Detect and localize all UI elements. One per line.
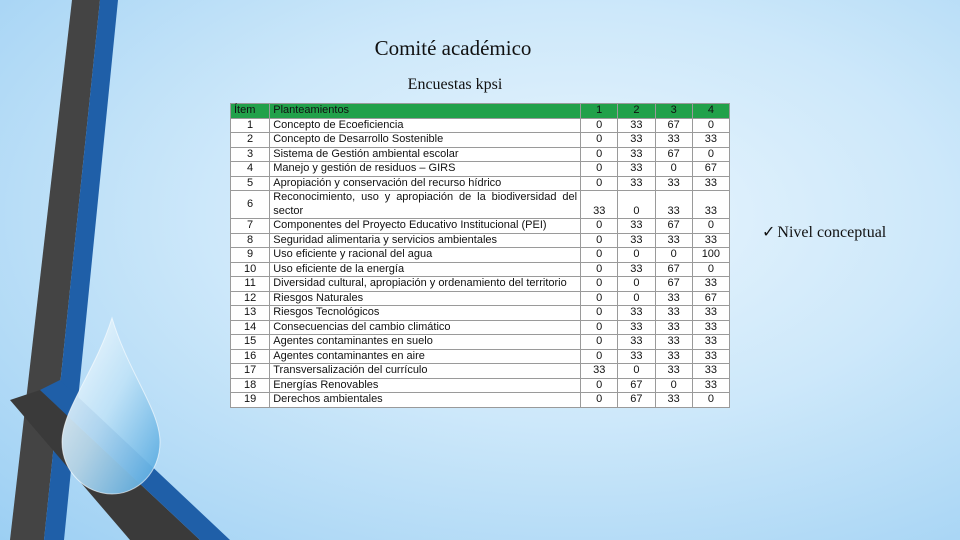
planteamiento-cell: Uso eficiente de la energía bbox=[270, 262, 581, 277]
planteamiento-cell: Componentes del Proyecto Educativo Institucional (PEI) bbox=[270, 219, 581, 234]
value-1-cell: 33 bbox=[581, 191, 618, 219]
value-4-cell: 33 bbox=[692, 176, 729, 191]
value-1-cell: 0 bbox=[581, 306, 618, 321]
value-3-cell: 33 bbox=[655, 191, 692, 219]
table-row bbox=[231, 147, 730, 162]
planteamiento-cell: Agentes contaminantes en suelo bbox=[270, 335, 581, 350]
table-row bbox=[231, 262, 730, 277]
value-2-cell: 67 bbox=[618, 393, 655, 408]
value-1-cell: 33 bbox=[581, 364, 618, 379]
table-row bbox=[231, 118, 730, 133]
table-row bbox=[231, 176, 730, 191]
value-3-cell: 0 bbox=[655, 248, 692, 263]
value-4-cell: 0 bbox=[692, 219, 729, 234]
planteamiento-cell: Agentes contaminantes en aire bbox=[270, 349, 581, 364]
value-3-cell: 0 bbox=[655, 378, 692, 393]
value-4-cell: 100 bbox=[692, 248, 729, 263]
planteamiento-cell: Sistema de Gestión ambiental escolar bbox=[270, 147, 581, 162]
planteamiento-cell: Apropiación y conservación del recurso hídrico bbox=[270, 176, 581, 191]
value-3-cell: 33 bbox=[655, 393, 692, 408]
header-1: 1 bbox=[581, 104, 618, 119]
value-4-cell: 33 bbox=[692, 277, 729, 292]
item-cell: 16 bbox=[231, 349, 270, 364]
table-row bbox=[231, 349, 730, 364]
item-cell: 8 bbox=[231, 233, 270, 248]
value-2-cell: 33 bbox=[618, 133, 655, 148]
value-4-cell: 0 bbox=[692, 147, 729, 162]
value-2-cell: 33 bbox=[618, 306, 655, 321]
planteamiento-cell: Seguridad alimentaria y servicios ambientales bbox=[270, 233, 581, 248]
value-3-cell: 33 bbox=[655, 176, 692, 191]
table-row bbox=[231, 335, 730, 350]
value-1-cell: 0 bbox=[581, 133, 618, 148]
planteamiento-cell: Riesgos Naturales bbox=[270, 291, 581, 306]
value-3-cell: 67 bbox=[655, 219, 692, 234]
planteamiento-cell: Consecuencias del cambio climático bbox=[270, 320, 581, 335]
value-2-cell: 33 bbox=[618, 349, 655, 364]
value-3-cell: 33 bbox=[655, 335, 692, 350]
table-row bbox=[231, 291, 730, 306]
table-row bbox=[231, 233, 730, 248]
table-row bbox=[231, 393, 730, 408]
value-2-cell: 33 bbox=[618, 162, 655, 177]
table-row bbox=[231, 191, 730, 219]
item-cell: 7 bbox=[231, 219, 270, 234]
value-1-cell: 0 bbox=[581, 162, 618, 177]
value-2-cell: 33 bbox=[618, 219, 655, 234]
value-4-cell: 33 bbox=[692, 335, 729, 350]
value-4-cell: 0 bbox=[692, 262, 729, 277]
table-row bbox=[231, 364, 730, 379]
value-2-cell: 67 bbox=[618, 378, 655, 393]
kpsi-table bbox=[230, 103, 730, 408]
value-3-cell: 67 bbox=[655, 277, 692, 292]
header-4: 4 bbox=[692, 104, 729, 119]
table-row bbox=[231, 306, 730, 321]
item-cell: 2 bbox=[231, 133, 270, 148]
table-row bbox=[231, 277, 730, 292]
value-2-cell: 33 bbox=[618, 335, 655, 350]
value-3-cell: 33 bbox=[655, 233, 692, 248]
value-1-cell: 0 bbox=[581, 176, 618, 191]
planteamiento-cell: Energías Renovables bbox=[270, 378, 581, 393]
value-3-cell: 67 bbox=[655, 147, 692, 162]
value-2-cell: 0 bbox=[618, 291, 655, 306]
value-1-cell: 0 bbox=[581, 147, 618, 162]
item-cell: 3 bbox=[231, 147, 270, 162]
header-planteamientos: Planteamientos bbox=[270, 104, 581, 119]
value-1-cell: 0 bbox=[581, 291, 618, 306]
value-2-cell: 33 bbox=[618, 118, 655, 133]
value-4-cell: 33 bbox=[692, 378, 729, 393]
value-4-cell: 67 bbox=[692, 291, 729, 306]
value-1-cell: 0 bbox=[581, 248, 618, 263]
table-row bbox=[231, 320, 730, 335]
value-1-cell: 0 bbox=[581, 335, 618, 350]
item-cell: 5 bbox=[231, 176, 270, 191]
planteamiento-cell: Concepto de Desarrollo Sostenible bbox=[270, 133, 581, 148]
value-2-cell: 0 bbox=[618, 277, 655, 292]
item-cell: 14 bbox=[231, 320, 270, 335]
table-row bbox=[231, 219, 730, 234]
item-cell: 6 bbox=[231, 191, 270, 219]
item-cell: 13 bbox=[231, 306, 270, 321]
value-4-cell: 33 bbox=[692, 320, 729, 335]
side-note-text: Nivel conceptual bbox=[777, 224, 887, 241]
value-1-cell: 0 bbox=[581, 262, 618, 277]
value-3-cell: 67 bbox=[655, 262, 692, 277]
value-1-cell: 0 bbox=[581, 219, 618, 234]
item-cell: 4 bbox=[231, 162, 270, 177]
planteamiento-cell: Diversidad cultural, apropiación y ordenamiento del territorio bbox=[270, 277, 581, 292]
value-2-cell: 0 bbox=[618, 191, 655, 219]
planteamiento-cell: Riesgos Tecnológicos bbox=[270, 306, 581, 321]
planteamiento-cell: Transversalización del currículo bbox=[270, 364, 581, 379]
value-4-cell: 33 bbox=[692, 133, 729, 148]
value-2-cell: 33 bbox=[618, 147, 655, 162]
header-item: Ítem bbox=[231, 104, 270, 119]
item-cell: 18 bbox=[231, 378, 270, 393]
value-3-cell: 67 bbox=[655, 118, 692, 133]
value-4-cell: 67 bbox=[692, 162, 729, 177]
value-3-cell: 33 bbox=[655, 364, 692, 379]
slide-subtitle: Encuestas kpsi bbox=[407, 76, 503, 93]
value-3-cell: 33 bbox=[655, 320, 692, 335]
table-header-row bbox=[231, 104, 730, 119]
planteamiento-cell: Concepto de Ecoeficiencia bbox=[270, 118, 581, 133]
value-3-cell: 33 bbox=[655, 349, 692, 364]
side-note bbox=[762, 222, 886, 242]
item-cell: 9 bbox=[231, 248, 270, 263]
value-4-cell: 33 bbox=[692, 364, 729, 379]
planteamiento-cell: Reconocimiento, uso y apropiación de la biodiversidad del sector bbox=[270, 191, 581, 219]
value-4-cell: 33 bbox=[692, 233, 729, 248]
check-icon: ✓ bbox=[762, 224, 776, 241]
item-cell: 1 bbox=[231, 118, 270, 133]
planteamiento-cell: Manejo y gestión de residuos – GIRS bbox=[270, 162, 581, 177]
value-2-cell: 33 bbox=[618, 233, 655, 248]
value-4-cell: 0 bbox=[692, 393, 729, 408]
value-1-cell: 0 bbox=[581, 349, 618, 364]
table-row bbox=[231, 162, 730, 177]
value-3-cell: 33 bbox=[655, 306, 692, 321]
value-1-cell: 0 bbox=[581, 277, 618, 292]
value-1-cell: 0 bbox=[581, 320, 618, 335]
value-1-cell: 0 bbox=[581, 378, 618, 393]
value-1-cell: 0 bbox=[581, 233, 618, 248]
item-cell: 19 bbox=[231, 393, 270, 408]
value-3-cell: 33 bbox=[655, 133, 692, 148]
item-cell: 15 bbox=[231, 335, 270, 350]
planteamiento-cell: Derechos ambientales bbox=[270, 393, 581, 408]
value-1-cell: 0 bbox=[581, 393, 618, 408]
value-2-cell: 33 bbox=[618, 262, 655, 277]
value-2-cell: 33 bbox=[618, 320, 655, 335]
table-row bbox=[231, 133, 730, 148]
item-cell: 12 bbox=[231, 291, 270, 306]
value-2-cell: 33 bbox=[618, 176, 655, 191]
value-1-cell: 0 bbox=[581, 118, 618, 133]
item-cell: 10 bbox=[231, 262, 270, 277]
value-4-cell: 0 bbox=[692, 118, 729, 133]
slide-title: Comité académico bbox=[374, 36, 532, 60]
value-2-cell: 0 bbox=[618, 248, 655, 263]
header-3: 3 bbox=[655, 104, 692, 119]
value-4-cell: 33 bbox=[692, 349, 729, 364]
header-2: 2 bbox=[618, 104, 655, 119]
planteamiento-cell: Uso eficiente y racional del agua bbox=[270, 248, 581, 263]
value-4-cell: 33 bbox=[692, 306, 729, 321]
value-3-cell: 0 bbox=[655, 162, 692, 177]
table-row bbox=[231, 378, 730, 393]
value-3-cell: 33 bbox=[655, 291, 692, 306]
item-cell: 17 bbox=[231, 364, 270, 379]
value-2-cell: 0 bbox=[618, 364, 655, 379]
item-cell: 11 bbox=[231, 277, 270, 292]
table-row bbox=[231, 248, 730, 263]
value-4-cell: 33 bbox=[692, 191, 729, 219]
